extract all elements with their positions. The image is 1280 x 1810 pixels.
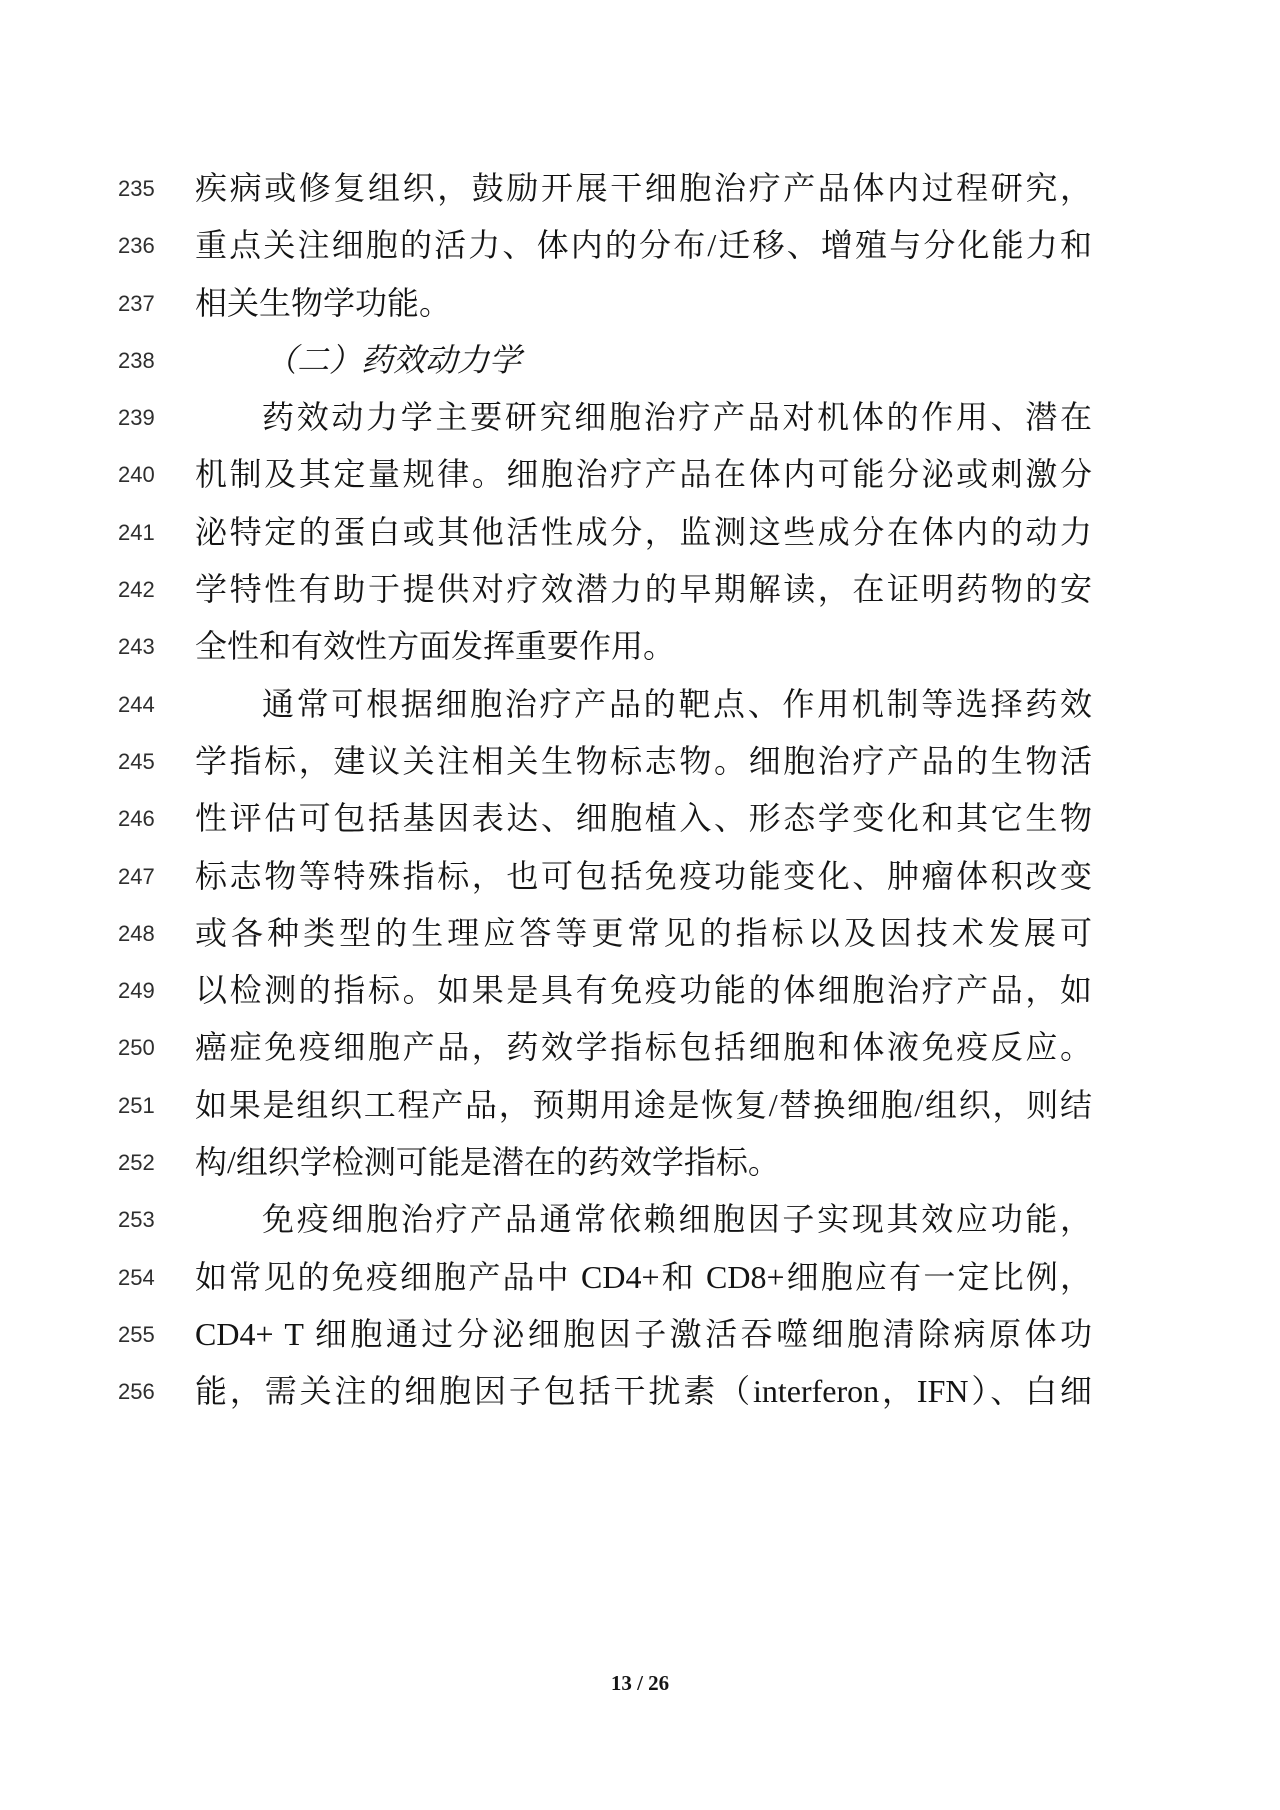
line-number: 251: [118, 1092, 155, 1118]
document-line: [0, 618, 1280, 675]
document-line: [0, 962, 1280, 1019]
line-number: 250: [118, 1035, 155, 1061]
document-line: [0, 1019, 1280, 1076]
document-line: [0, 1191, 1280, 1248]
document-line: [0, 790, 1280, 847]
line-number: 244: [118, 691, 155, 717]
document-line: [0, 848, 1280, 905]
line-number: 248: [118, 920, 155, 946]
document-line: [0, 160, 1280, 217]
line-text: CD4+ T 细胞通过分泌细胞因子激活吞噬细胞清除病原体功: [195, 1315, 1092, 1352]
line-text: 药效动力学主要研究细胞治疗产品对机体的作用、潜在: [262, 399, 1092, 436]
document-line: [0, 1077, 1280, 1134]
line-text: 标志物等特殊指标，也可包括免疫功能变化、肿瘤体积改变: [195, 857, 1092, 894]
document-line: [0, 905, 1280, 962]
line-number: 242: [118, 577, 155, 603]
document-line: [0, 676, 1280, 733]
line-text: 癌症免疫细胞产品，药效学指标包括细胞和体液免疫反应。: [195, 1029, 1092, 1066]
document-line: [0, 1134, 1280, 1191]
document-line: [0, 1306, 1280, 1363]
line-text: 全性和有效性方面发挥重要作用。: [195, 628, 676, 665]
line-number: 249: [118, 978, 155, 1004]
document-line: [0, 275, 1280, 332]
line-number: 246: [118, 806, 155, 832]
line-text: 以检测的指标。如果是具有免疫功能的体细胞治疗产品，如: [195, 972, 1092, 1009]
line-number: 238: [118, 347, 155, 373]
document-line: [0, 332, 1280, 389]
line-text: 能，需关注的细胞因子包括干扰素（interferon，IFN）、白细: [195, 1373, 1092, 1410]
line-text: 重点关注细胞的活力、体内的分布/迁移、增殖与分化能力和: [195, 227, 1092, 264]
line-text: 疾病或修复组织，鼓励开展干细胞治疗产品体内过程研究，: [195, 170, 1092, 206]
document-line: [0, 1363, 1280, 1420]
line-number: 247: [118, 863, 155, 889]
line-number: 254: [118, 1264, 155, 1290]
line-text: 或各种类型的生理应答等更常见的指标以及因技术发展可: [195, 914, 1092, 951]
document-line: [0, 504, 1280, 561]
line-number: 237: [118, 290, 155, 316]
document-line: [0, 733, 1280, 790]
line-text: 机制及其定量规律。细胞治疗产品在体内可能分泌或刺激分: [195, 456, 1092, 493]
page-number-footer: 13 / 26: [610, 1671, 670, 1695]
document-line: [0, 1249, 1280, 1306]
line-number: 235: [118, 176, 155, 201]
document-line: [0, 561, 1280, 618]
line-text: 相关生物学功能。: [195, 284, 452, 321]
line-text: 构/组织学检测可能是潜在的药效学指标。: [195, 1144, 780, 1181]
line-text: 学特性有助于提供对疗效潜力的早期解读，在证明药物的安: [195, 571, 1092, 608]
line-text: 免疫细胞治疗产品通常依赖细胞因子实现其效应功能，: [262, 1201, 1092, 1238]
line-number: 240: [118, 462, 155, 488]
line-text: 通常可根据细胞治疗产品的靶点、作用机制等选择药效: [262, 685, 1092, 722]
line-number: 252: [118, 1150, 155, 1176]
line-number: 239: [118, 405, 155, 431]
line-number: 243: [118, 634, 155, 660]
line-number: 256: [118, 1379, 155, 1405]
line-text: 学指标，建议关注相关生物标志物。细胞治疗产品的生物活: [195, 742, 1092, 779]
line-number: 245: [118, 748, 155, 774]
document-line: [0, 446, 1280, 503]
document-line: [0, 389, 1280, 446]
line-text: 如果是组织工程产品，预期用途是恢复/替换细胞/组织，则结: [195, 1086, 1092, 1123]
document-line: [0, 217, 1280, 274]
line-number: 241: [118, 519, 155, 545]
line-text: 性评估可包括基因表达、细胞植入、形态学变化和其它生物: [195, 800, 1092, 837]
section-heading-text: （二）药效动力学: [265, 341, 522, 378]
line-number: 253: [118, 1207, 155, 1233]
line-number: 236: [118, 233, 155, 259]
line-text: 泌特定的蛋白或其他活性成分，监测这些成分在体内的动力: [195, 513, 1092, 550]
line-number: 255: [118, 1321, 155, 1347]
line-text: 如常见的免疫细胞产品中 CD4+和 CD8+细胞应有一定比例，: [195, 1258, 1092, 1295]
